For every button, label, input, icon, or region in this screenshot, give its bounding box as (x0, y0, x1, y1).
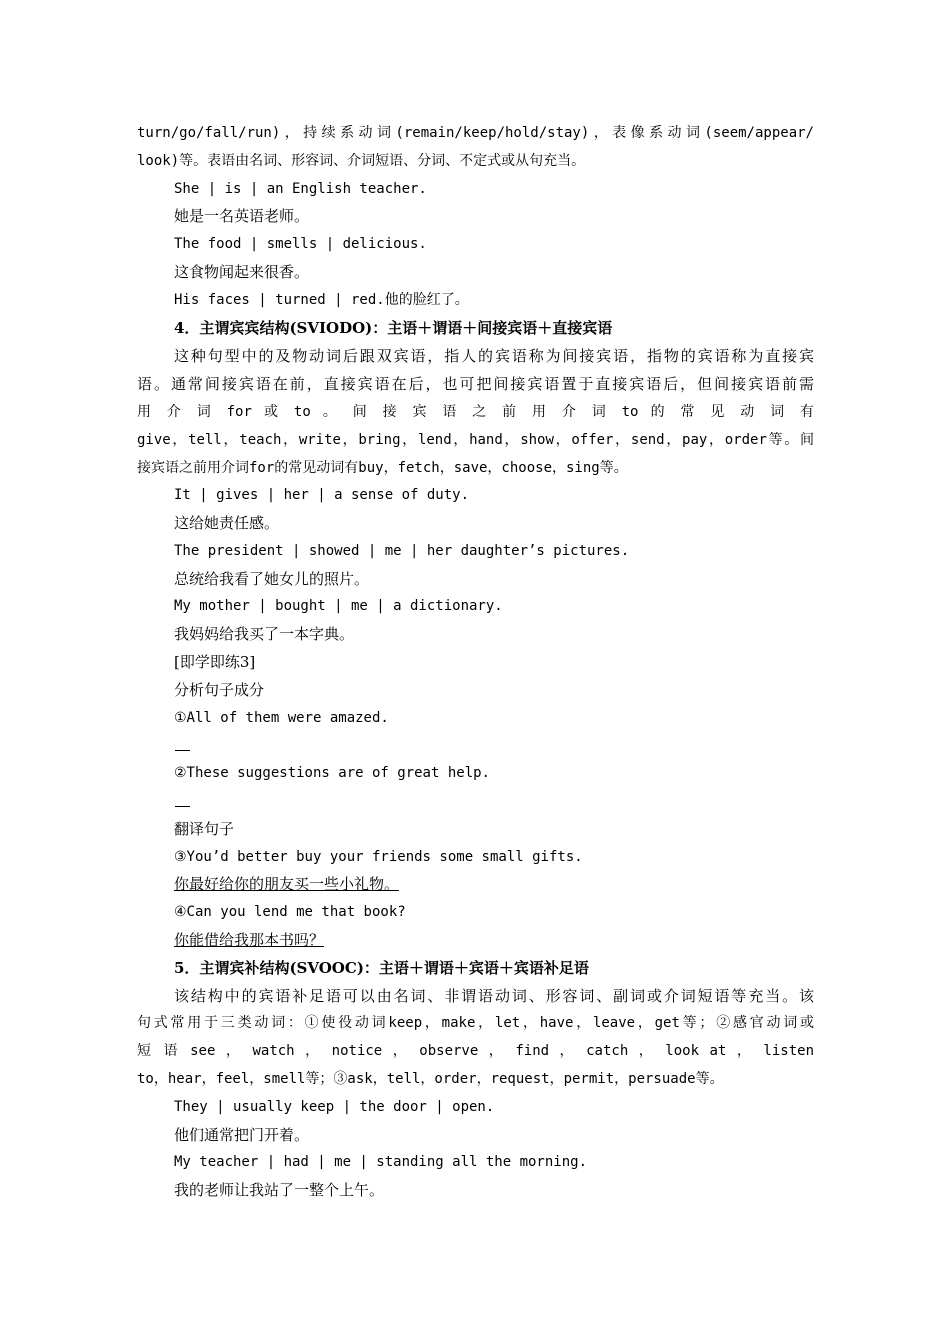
exercise-question: ③You’d better buy your friends some small gifts. (174, 849, 583, 865)
example-sentence: His faces | turned | red.他的脸红了。 (174, 292, 469, 308)
task-heading: 翻译句子 (174, 820, 235, 838)
paragraph-line: 短 语 see ， watch ， notice ， observe ， find ， catch ， look at ， listen (137, 1043, 814, 1059)
example-sentence: My teacher | had | me | standing all the morning. (174, 1154, 588, 1170)
practice-label: [即学即练3] (174, 653, 256, 671)
example-sentence: The food | smells | delicious. (174, 236, 427, 252)
paragraph-line: to，hear，feel，smell等；③ask，tell，order，request，permit，persuade等。 (137, 1071, 724, 1087)
example-sentence: She | is | an English teacher. (174, 181, 427, 197)
section-heading-5: 5．主谓宾补结构(SVOOC)：主语＋谓语＋宾语＋宾语补足语 (174, 959, 589, 977)
paragraph-line: look)等。表语由名词、形容词、介词短语、分词、不定式或从句充当。 (137, 153, 586, 169)
example-translation: 她是一名英语老师。 (174, 207, 310, 225)
example-sentence: The president | showed | me | her daughter’s pictures. (174, 543, 630, 559)
paragraph-line: 该结构中的宾语补足语可以由名词、非谓语动词、形容词、副词或介词短语等充当。该 (174, 987, 814, 1005)
paragraph-line: 语。通常间接宾语在前，直接宾语在后，也可把间接宾语置于直接宾语后，但间接宾语前需 (137, 375, 814, 393)
example-sentence: My mother | bought | me | a dictionary. (174, 598, 503, 614)
answer-blank (175, 750, 190, 751)
exercise-answer: 你最好给你的朋友买一些小礼物。 (174, 875, 400, 893)
exercise-question: ④Can you lend me that book? (174, 904, 406, 920)
paragraph-line: 用 介 词 for 或 to 。 间 接 宾 语 之 前 用 介 词 to 的 常 见 动 词 有 (137, 404, 814, 420)
paragraph-line: 这种句型中的及物动词后跟双宾语，指人的宾语称为间接宾语，指物的宾语称为直接宾 (174, 347, 814, 365)
exercise-answer: 你能借给我那本书吗？ (174, 931, 325, 949)
exercise-question: ①All of them were amazed. (174, 710, 389, 726)
answer-blank (175, 806, 190, 807)
section-heading-4: 4．主谓宾宾结构(SVIODO)：主语＋谓语＋间接宾语＋直接宾语 (174, 319, 613, 337)
example-translation: 这给她责任感。 (174, 514, 280, 532)
task-heading: 分析句子成分 (174, 681, 265, 699)
example-translation: 我的老师让我站了一整个上午。 (174, 1181, 385, 1199)
paragraph-line: give，tell，teach，write，bring，lend，hand，show，offer，send，pay，order等。间 (137, 432, 814, 448)
example-translation: 他们通常把门开着。 (174, 1126, 310, 1144)
example-translation: 总统给我看了她女儿的照片。 (174, 570, 370, 588)
example-translation: 这食物闻起来很香。 (174, 263, 310, 281)
exercise-question: ②These suggestions are of great help. (174, 765, 490, 781)
example-translation: 我妈妈给我买了一本字典。 (174, 625, 355, 643)
paragraph-line: turn/go/fall/run)，持续系动词(remain/keep/hold/stay)，表像系动词(seem/appear/ (137, 125, 814, 141)
paragraph-line: 句式常用于三类动词：①使役动词keep，make，let，have，leave，get等；②感官动词或 (137, 1015, 814, 1031)
paragraph-line: 接宾语之前用介词for的常见动词有buy，fetch，save，choose，sing等。 (137, 460, 628, 476)
example-sentence: It | gives | her | a sense of duty. (174, 487, 470, 503)
example-sentence: They | usually keep | the door | open. (174, 1099, 495, 1115)
